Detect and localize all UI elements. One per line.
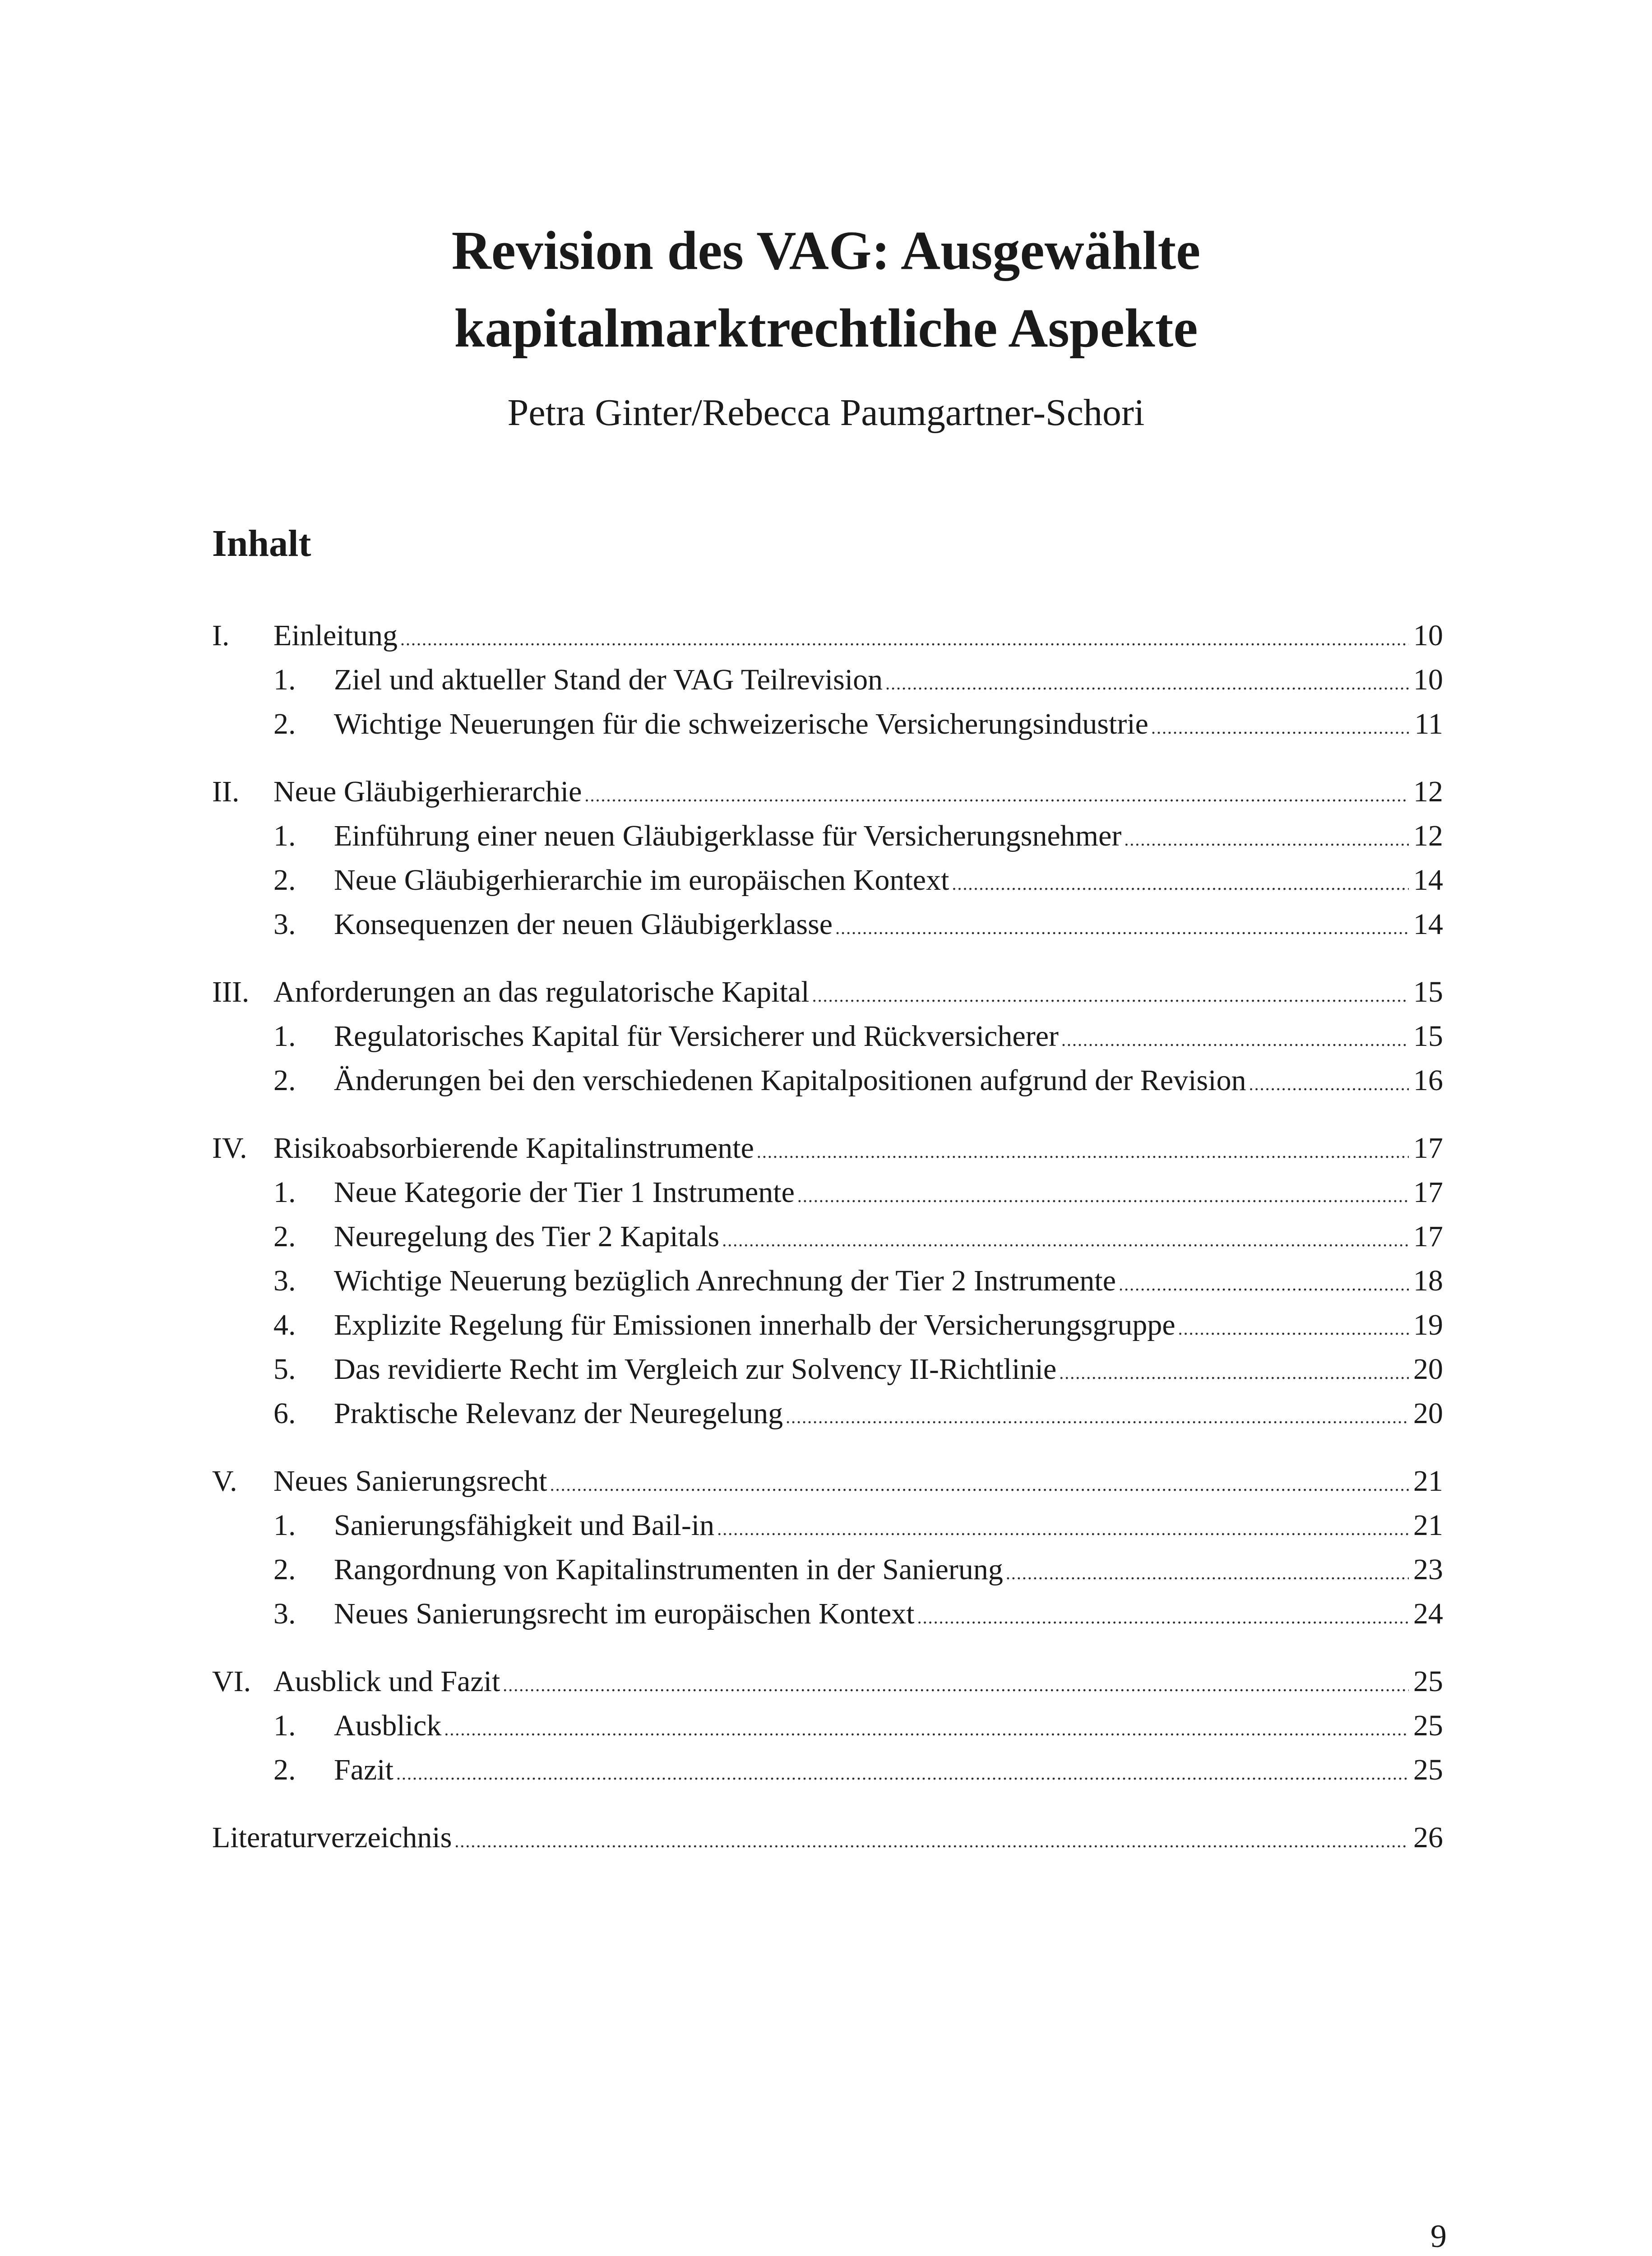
dot-leader xyxy=(952,862,1409,906)
dot-leader xyxy=(400,617,1409,661)
toc-entry-label: Explizite Regelung für Emissionen innerhalb der Versicherungsgruppe xyxy=(334,1308,1175,1341)
dot-leader xyxy=(917,1595,1409,1640)
toc-entry-number: VI. xyxy=(212,1665,251,1698)
toc-entry-page: 14 xyxy=(1413,908,1443,941)
toc-subsection xyxy=(212,1259,1443,1303)
toc-entry-number: 3. xyxy=(273,1264,296,1297)
dot-leader xyxy=(757,1130,1409,1174)
toc-subsection xyxy=(212,702,1443,746)
toc-bibliography xyxy=(212,1816,1443,1860)
toc-subsection xyxy=(212,658,1443,702)
toc-subsection xyxy=(212,1592,1443,1636)
dot-leader xyxy=(1178,1307,1409,1351)
toc-entry-number: 2. xyxy=(273,1553,296,1586)
dot-leader xyxy=(835,906,1409,950)
toc-entry-number: 1. xyxy=(273,1020,296,1053)
toc-entry-label: Neuregelung des Tier 2 Kapitals xyxy=(334,1220,720,1253)
dot-leader xyxy=(1119,1262,1409,1307)
toc-entry-label: Änderungen bei den verschiedenen Kapitalpositionen aufgrund der Revision xyxy=(334,1064,1246,1097)
title-line-2: kapitalmarktrechtliche Aspekte xyxy=(454,298,1198,359)
toc-entry-number: I. xyxy=(212,619,230,652)
toc-entry-page: 14 xyxy=(1413,864,1443,897)
toc-subsection xyxy=(212,1215,1443,1259)
toc-entry-number: 1. xyxy=(273,1509,296,1542)
toc-entry-label: Regulatorisches Kapital für Versicherer und Rückversicherer xyxy=(334,1020,1059,1053)
toc-subsection xyxy=(212,1303,1443,1347)
toc-entry-page: 10 xyxy=(1413,619,1443,652)
toc-entry-page: 23 xyxy=(1413,1553,1443,1586)
toc-entry-number: 2. xyxy=(273,1220,296,1253)
toc-entry-page: 20 xyxy=(1413,1397,1443,1430)
toc-entry-label: Ziel und aktueller Stand der VAG Teilrevision xyxy=(334,663,883,696)
dot-leader xyxy=(1006,1551,1409,1595)
toc-entry-number: 3. xyxy=(273,1597,296,1630)
toc-subsection xyxy=(212,1392,1443,1436)
toc-subsection xyxy=(212,1548,1443,1592)
dot-leader xyxy=(584,773,1409,818)
toc-entry-label: Anforderungen an das regulatorische Kapital xyxy=(273,975,810,1008)
toc-entry-page: 10 xyxy=(1413,663,1443,696)
dot-leader xyxy=(786,1395,1409,1439)
toc-entry-number: 2. xyxy=(273,1064,296,1097)
toc-entry-label: Wichtige Neuerungen für die schweizerische Versicherungsindustrie xyxy=(334,707,1148,740)
toc-entry-page: 26 xyxy=(1413,1821,1443,1854)
toc-subsection xyxy=(212,1170,1443,1215)
toc-entry-number: 4. xyxy=(273,1308,296,1341)
toc-subsection xyxy=(212,814,1443,858)
toc-entry-label: Wichtige Neuerung bezüglich Anrechnung der Tier 2 Instrumente xyxy=(334,1264,1116,1297)
toc-entry-page: 20 xyxy=(1413,1353,1443,1386)
toc-entry-page: 11 xyxy=(1414,707,1443,740)
toc-entry-number: 2. xyxy=(273,707,296,740)
dot-leader xyxy=(1061,1018,1409,1062)
toc-entry-label: Sanierungsfähigkeit und Bail-in xyxy=(334,1509,715,1542)
dot-leader xyxy=(812,974,1409,1018)
toc-entry-page: 25 xyxy=(1413,1709,1443,1742)
toc-subsection xyxy=(212,1704,1443,1748)
toc-entry-number: IV. xyxy=(212,1132,247,1165)
dot-leader xyxy=(1059,1351,1409,1395)
toc-entry-label: Neues Sanierungsrecht xyxy=(273,1465,547,1498)
toc-section xyxy=(212,770,1443,814)
toc-entry-label: Konsequenzen der neuen Gläubigerklasse xyxy=(334,908,833,941)
toc-subsection xyxy=(212,1059,1443,1103)
toc-section xyxy=(212,614,1443,658)
toc-entry-number: V. xyxy=(212,1465,237,1498)
toc-entry-number: 2. xyxy=(273,864,296,897)
toc-entry-number: 1. xyxy=(273,819,296,852)
dot-leader xyxy=(444,1707,1409,1752)
toc-entry-page: 17 xyxy=(1413,1132,1443,1165)
toc-entry-page: 12 xyxy=(1413,819,1443,852)
title-line-1: Revision des VAG: Ausgewählte xyxy=(451,220,1201,281)
toc-entry-page: 18 xyxy=(1413,1264,1443,1297)
toc-subsection xyxy=(212,1748,1443,1792)
toc-entry-label: Einleitung xyxy=(273,619,398,652)
document-title xyxy=(0,212,1652,367)
toc-entry-number: 1. xyxy=(273,663,296,696)
toc-subsection xyxy=(212,1014,1443,1059)
toc-entry-page: 19 xyxy=(1413,1308,1443,1341)
toc-entry-label: Einführung einer neuen Gläubigerklasse für Versicherungsnehmer xyxy=(334,819,1122,852)
toc-section xyxy=(212,1459,1443,1503)
toc-entry-page: 21 xyxy=(1413,1465,1443,1498)
toc-entry-number: 6. xyxy=(273,1397,296,1430)
toc-entry-label: Ausblick und Fazit xyxy=(273,1665,500,1698)
toc-entry-page: 16 xyxy=(1413,1064,1443,1097)
toc-subsection xyxy=(212,1347,1443,1392)
toc-entry-label: Neue Gläubigerhierarchie xyxy=(273,775,582,808)
toc-entry-label: Literaturverzeichnis xyxy=(212,1821,452,1854)
toc-entry-page: 15 xyxy=(1413,975,1443,1008)
toc-entry-number: II. xyxy=(212,775,240,808)
toc-entry-number: 1. xyxy=(273,1176,296,1209)
dot-leader xyxy=(396,1752,1409,1796)
toc-entry-label: Ausblick xyxy=(334,1709,442,1742)
author-line: Petra Ginter/Rebecca Paumgartner-Schori xyxy=(507,392,1145,434)
toc-entry-label: Rangordnung von Kapitalinstrumenten in der Sanierung xyxy=(334,1553,1003,1586)
toc-entry-number: 5. xyxy=(273,1353,296,1386)
toc-entry-page: 25 xyxy=(1413,1753,1443,1786)
toc-entry-label: Das revidierte Recht im Vergleich zur Solvency II-Richtlinie xyxy=(334,1353,1057,1386)
toc-entry-label: Fazit xyxy=(334,1753,393,1786)
toc-entry-page: 24 xyxy=(1413,1597,1443,1630)
toc-entry-page: 12 xyxy=(1413,775,1443,808)
page-number: 9 xyxy=(1430,2218,1447,2254)
toc-entry-number: III. xyxy=(212,975,250,1008)
toc-entry-page: 17 xyxy=(1413,1176,1443,1209)
dot-leader xyxy=(1151,706,1409,750)
toc-entry-number: 3. xyxy=(273,908,296,941)
dot-leader xyxy=(1249,1062,1409,1106)
dot-leader xyxy=(885,661,1409,706)
dot-leader xyxy=(797,1174,1409,1218)
toc-entry-page: 17 xyxy=(1413,1220,1443,1253)
toc-entry-page: 15 xyxy=(1413,1020,1443,1053)
dot-leader xyxy=(717,1507,1409,1551)
toc-entry-label: Praktische Relevanz der Neuregelung xyxy=(334,1397,783,1430)
dot-leader xyxy=(454,1819,1409,1863)
toc-section xyxy=(212,1126,1443,1170)
toc-entry-label: Neues Sanierungsrecht im europäischen Kontext xyxy=(334,1597,915,1630)
toc-entry-number: 1. xyxy=(273,1709,296,1742)
toc-entry-label: Risikoabsorbierende Kapitalinstrumente xyxy=(273,1132,754,1165)
toc-entry-label: Neue Gläubigerhierarchie im europäischen Kontext xyxy=(334,864,949,897)
toc-subsection xyxy=(212,858,1443,902)
toc-entry-page: 21 xyxy=(1413,1509,1443,1542)
toc-subsection xyxy=(212,902,1443,947)
toc-entry-page: 25 xyxy=(1413,1665,1443,1698)
dot-leader xyxy=(722,1218,1409,1262)
dot-leader xyxy=(550,1463,1409,1507)
toc-section xyxy=(212,970,1443,1014)
dot-leader xyxy=(1124,818,1409,862)
toc-subsection xyxy=(212,1503,1443,1548)
table-of-contents xyxy=(212,614,1443,1860)
toc-entry-label: Neue Kategorie der Tier 1 Instrumente xyxy=(334,1176,795,1209)
toc-entry-number: 2. xyxy=(273,1753,296,1786)
dot-leader xyxy=(503,1663,1409,1707)
toc-section xyxy=(212,1660,1443,1704)
toc-heading: Inhalt xyxy=(212,522,311,564)
